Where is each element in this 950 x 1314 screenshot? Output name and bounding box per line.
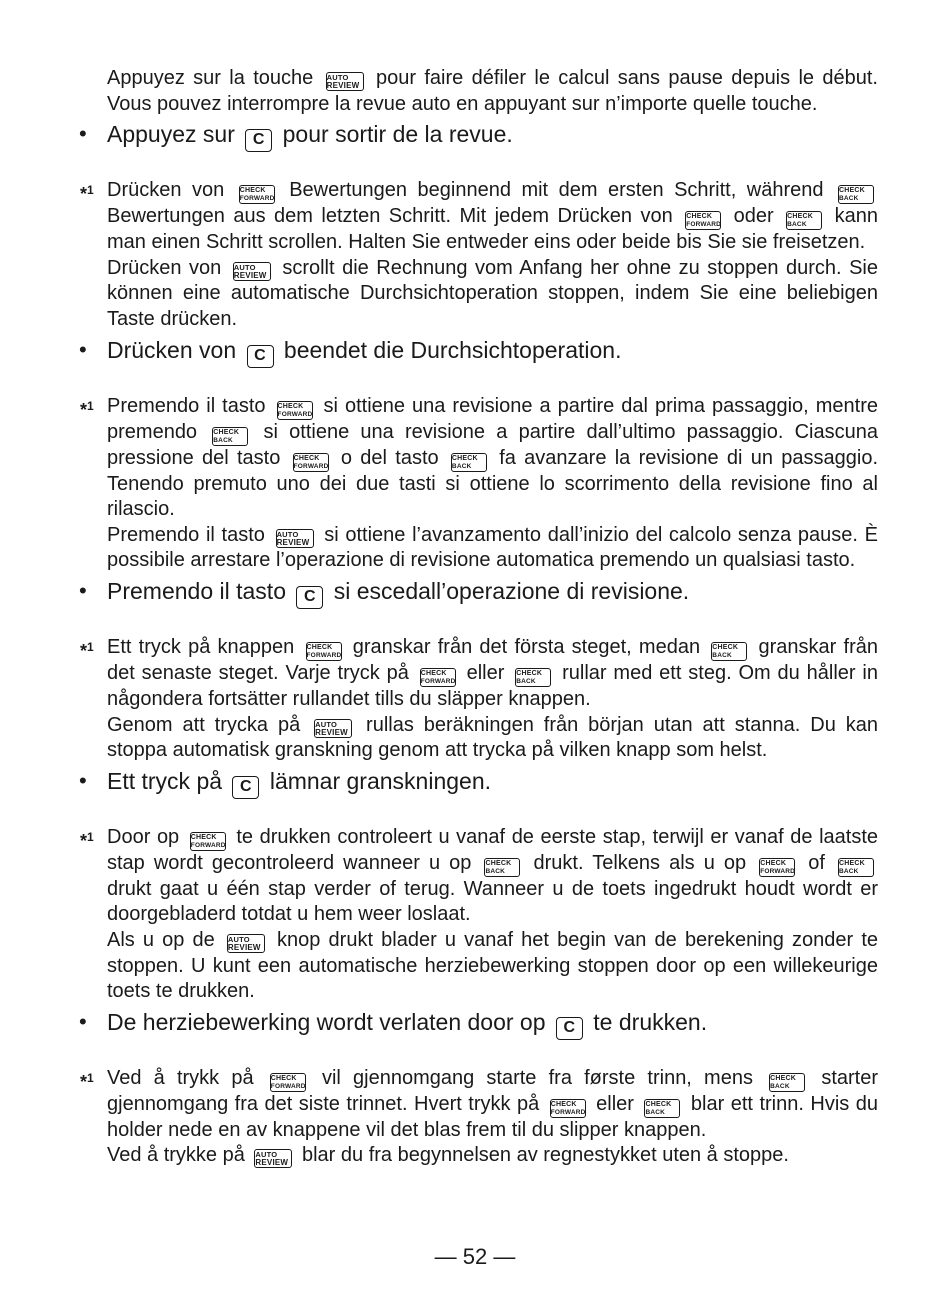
- key-line-top: CHECK: [277, 402, 304, 410]
- paragraph: [107, 713, 878, 764]
- text-run: granskar från det första steget, medan: [345, 635, 708, 658]
- bullet-item: [79, 118, 890, 152]
- text-run: pour sortir de la revue.: [276, 121, 513, 148]
- check-forward-key-icon: [277, 401, 313, 420]
- key-line-bottom: BACK: [213, 436, 233, 444]
- paragraph: [107, 256, 878, 333]
- section-sv: [0, 635, 950, 799]
- key-line-bottom: BACK: [451, 462, 472, 470]
- text-run: si escedall’operazione di revisione.: [327, 577, 690, 604]
- check-forward-key-icon: [685, 211, 721, 230]
- text-run: drukt. Telkens als u op: [524, 851, 756, 874]
- check-forward-key-icon: [190, 832, 226, 851]
- manual-page: [0, 66, 950, 1169]
- auto-review-key-icon: [326, 72, 364, 91]
- check-back-key-icon: [786, 211, 822, 230]
- check-forward-key-icon: [270, 1073, 306, 1092]
- auto-review-key-icon: [254, 1149, 292, 1168]
- paragraph: [107, 1143, 878, 1169]
- text-run: Door op: [107, 825, 186, 848]
- bullet-item: [79, 575, 890, 609]
- text-run: eller: [459, 661, 512, 684]
- auto-review-key-icon: [276, 529, 314, 548]
- key-line-bottom: BACK: [839, 195, 859, 203]
- key-line-bottom: FORWARD: [277, 410, 313, 418]
- bullet-dot-icon: •: [79, 336, 87, 362]
- check-back-key-icon: [484, 858, 520, 877]
- key-line-bottom: REVIEW: [276, 537, 310, 547]
- check-forward-key-icon: [239, 185, 275, 204]
- key-line-top: CHECK: [420, 669, 447, 677]
- key-line-bottom: BACK: [485, 867, 506, 875]
- text-run: o del tasto: [332, 446, 447, 469]
- key-line-bottom: BACK: [645, 1108, 666, 1116]
- key-line-bottom: FORWARD: [190, 841, 226, 849]
- c-key-icon: C: [247, 345, 274, 368]
- text-run: granskar från det senaste steget. Varje tryck på: [107, 635, 878, 684]
- check-back-key-icon: [711, 642, 747, 661]
- key-line-top: CHECK: [270, 1074, 297, 1082]
- text-run: eller: [589, 1092, 641, 1115]
- check-forward-key-icon: [306, 642, 342, 661]
- check-back-key-icon: [515, 668, 551, 687]
- text-run: Appuyez sur: [107, 121, 242, 148]
- paragraph: [107, 523, 878, 574]
- text-run: Ett tryck på: [107, 767, 229, 794]
- key-line-bottom: REVIEW: [326, 81, 360, 90]
- key-line-top: CHECK: [213, 428, 240, 436]
- paragraph: [107, 66, 878, 117]
- key-line-top: CHECK: [516, 669, 543, 677]
- footnote-marker: *$^1$: [80, 1070, 94, 1092]
- text-run: blar ett trinn. Hvis du holder nede en av knappene vil det blas frem til du slipper knappen.: [107, 1092, 879, 1141]
- section-no: [0, 1066, 950, 1169]
- check-forward-key-icon: [293, 453, 329, 472]
- section-fr: [0, 66, 950, 152]
- footnote-marker: *$^1$: [80, 398, 94, 420]
- c-key-icon: C: [296, 586, 323, 609]
- paragraph: [107, 635, 878, 713]
- key-line-bottom: BACK: [770, 1082, 790, 1090]
- key-line-bottom: FORWARD: [420, 677, 456, 685]
- text-run: De herziebewerking wordt verlaten door op: [107, 1008, 552, 1035]
- auto-review-key-icon: [227, 934, 265, 953]
- key-line-top: CHECK: [839, 859, 865, 867]
- text-run: Ved å trykke på: [107, 1144, 251, 1167]
- footnote-marker: *$^1$: [80, 183, 94, 205]
- text-run: fa avanzare la revisione di un passaggio. Tenendo premuto uno dei due tasti si ottiene lo scorrimento della revisione fino al rilascio.: [107, 446, 879, 521]
- bullet-item: [79, 1006, 890, 1040]
- key-line-top: CHECK: [239, 187, 266, 195]
- key-line-bottom: BACK: [516, 677, 536, 685]
- key-line-bottom: BACK: [712, 651, 732, 659]
- key-line-top: AUTO: [233, 262, 256, 272]
- key-line-bottom: FORWARD: [270, 1082, 306, 1090]
- check-forward-key-icon: [420, 668, 456, 687]
- key-line-bottom: FORWARD: [550, 1108, 586, 1116]
- bullet-dot-icon: •: [79, 577, 87, 603]
- key-line-top: CHECK: [770, 1074, 797, 1082]
- key-line-bottom: REVIEW: [227, 942, 261, 952]
- c-key-icon: C: [245, 129, 272, 152]
- check-back-key-icon: [838, 858, 874, 877]
- text-run: Premendo il tasto: [107, 523, 272, 546]
- key-line-top: CHECK: [839, 187, 865, 195]
- key-line-top: CHECK: [451, 454, 478, 462]
- text-run: blar du fra begynnelsen av regnestykket uten å stoppe.: [296, 1144, 789, 1167]
- text-run: scrollt die Rechnung vom Anfang her ohne zu stoppen durch. Sie können eine automatische Durchsichtoperation stoppen, indem Sie eine beliebigen Taste drücken.: [107, 256, 878, 330]
- key-line-top: CHECK: [686, 213, 713, 221]
- key-line-top: AUTO: [255, 1150, 278, 1160]
- key-line-bottom: REVIEW: [315, 727, 348, 737]
- key-line-top: CHECK: [787, 213, 814, 221]
- text-run: kann man einen Schritt scrollen. Halten Sie entweder eins oder beide bis Sie sie freisetzen.: [107, 205, 878, 254]
- key-line-bottom: FORWARD: [686, 221, 722, 229]
- text-run: Ett tryck på knappen: [107, 635, 302, 658]
- footnote-marker: *$^1$: [80, 639, 94, 661]
- check-forward-key-icon: [759, 858, 795, 877]
- bullet-item: [79, 765, 890, 799]
- c-key-icon: C: [232, 776, 259, 799]
- text-run: starter gjennomgang fra det siste trinnet. Hvert trykk på: [107, 1066, 878, 1115]
- text-run: rullar med ett steg. Om du håller in någondera fortsätter rullandet tills du släpper knappen.: [107, 661, 879, 710]
- text-run: si ottiene una revisione a partire dal prima passaggio, mentre premendo: [107, 394, 878, 443]
- text-run: drukt gaat u één stap verder of terug. Wanneer u de toets ingedrukt houdt wordt er doorgebladerd totdat u hem weer loslaat.: [107, 877, 878, 926]
- key-line-top: CHECK: [485, 859, 512, 867]
- text-run: Drücken von: [107, 336, 243, 363]
- key-line-top: CHECK: [190, 833, 217, 841]
- key-line-bottom: REVIEW: [255, 1158, 289, 1168]
- key-line-bottom: FORWARD: [760, 867, 796, 875]
- paragraph: [107, 394, 878, 523]
- text-run: lämnar granskningen.: [263, 767, 492, 794]
- text-run: knop drukt blader u vanaf het begin van de berekening zonder te stoppen. U kunt een automatische herziebewerking stoppen door op een willekeurige toets te drukken.: [107, 928, 878, 1003]
- auto-review-key-icon: [233, 262, 271, 281]
- key-line-top: AUTO: [227, 934, 250, 944]
- auto-review-key-icon: [314, 719, 352, 738]
- text-run: te drukken.: [586, 1008, 708, 1035]
- section-nl: [0, 825, 950, 1040]
- bullet-dot-icon: •: [79, 1008, 87, 1034]
- text-run: rullas beräkningen från början utan att stanna. Du kan stoppa automatisk granskning genom att trycka på vilken knapp som helst.: [107, 713, 878, 762]
- key-line-top: CHECK: [550, 1100, 577, 1108]
- section-de: [0, 178, 950, 367]
- key-line-bottom: REVIEW: [233, 270, 267, 280]
- key-line-top: AUTO: [326, 73, 349, 82]
- check-back-key-icon: [769, 1073, 805, 1092]
- key-line-top: CHECK: [293, 454, 320, 462]
- key-line-top: AUTO: [315, 719, 338, 729]
- text-run: pour faire défiler le calcul sans pause depuis le début. Vous pouvez interrompre la revue auto en appuyant sur n’importe quelle touche.: [107, 67, 878, 115]
- key-line-bottom: BACK: [839, 867, 859, 875]
- check-back-key-icon: [838, 185, 874, 204]
- key-line-top: CHECK: [712, 643, 739, 651]
- text-run: Genom att trycka på: [107, 713, 311, 736]
- text-run: Bewertungen aus dem letzten Schritt. Mit jedem Drücken von: [107, 205, 682, 228]
- text-run: Als u op de: [107, 928, 223, 951]
- paragraph: [107, 825, 878, 928]
- text-run: Premendo il tasto: [107, 394, 273, 417]
- bullet-dot-icon: •: [79, 767, 87, 793]
- text-run: te drukken controleert u vanaf de eerste stap, terwijl er vanaf de laatste stap wordt gecontroleerd wanneer u op: [107, 825, 878, 874]
- text-run: Drücken von: [107, 179, 235, 202]
- section-it: [0, 394, 950, 609]
- text-run: Ved å trykk på: [107, 1066, 266, 1089]
- text-run: Premendo il tasto: [107, 577, 293, 604]
- key-line-top: AUTO: [276, 529, 299, 539]
- text-run: si ottiene una revisione a partire dall’ultimo passaggio. Ciascuna pressione del tasto: [107, 420, 878, 469]
- c-key-icon: C: [556, 1017, 583, 1040]
- page-number: — 52 —: [434, 1244, 516, 1269]
- paragraph: [107, 178, 878, 256]
- text-run: Drücken von: [107, 256, 229, 279]
- check-back-key-icon: [644, 1099, 680, 1118]
- key-line-bottom: BACK: [787, 221, 807, 229]
- text-run: oder: [725, 205, 783, 228]
- text-run: si ottiene l’avanzamento dall’inizio del calcolo senza pause. È possibile arrestare l’operazione di revisione automatica premendo un qualsiasi tasto.: [107, 523, 878, 572]
- paragraph: [107, 928, 878, 1005]
- key-line-bottom: FORWARD: [306, 651, 342, 659]
- paragraph: [107, 1066, 878, 1144]
- key-line-bottom: FORWARD: [239, 195, 275, 203]
- check-back-key-icon: [451, 453, 487, 472]
- bullet-dot-icon: •: [79, 121, 87, 147]
- bullet-item: [79, 334, 890, 368]
- key-line-top: CHECK: [645, 1100, 672, 1108]
- footnote-marker: *$^1$: [80, 829, 94, 851]
- text-run: vil gjennomgang starte fra første trinn, mens: [309, 1066, 766, 1089]
- text-run: beendet die Durchsichtoperation.: [277, 336, 622, 363]
- text-run: Appuyez sur la touche: [107, 67, 322, 89]
- check-back-key-icon: [212, 427, 248, 446]
- text-run: Bewertungen beginnend mit dem ersten Schritt, während: [278, 179, 834, 202]
- text-run: of: [799, 851, 834, 874]
- key-line-bottom: FORWARD: [293, 462, 329, 470]
- check-forward-key-icon: [550, 1099, 586, 1118]
- key-line-top: CHECK: [306, 643, 333, 651]
- key-line-top: CHECK: [760, 859, 787, 867]
